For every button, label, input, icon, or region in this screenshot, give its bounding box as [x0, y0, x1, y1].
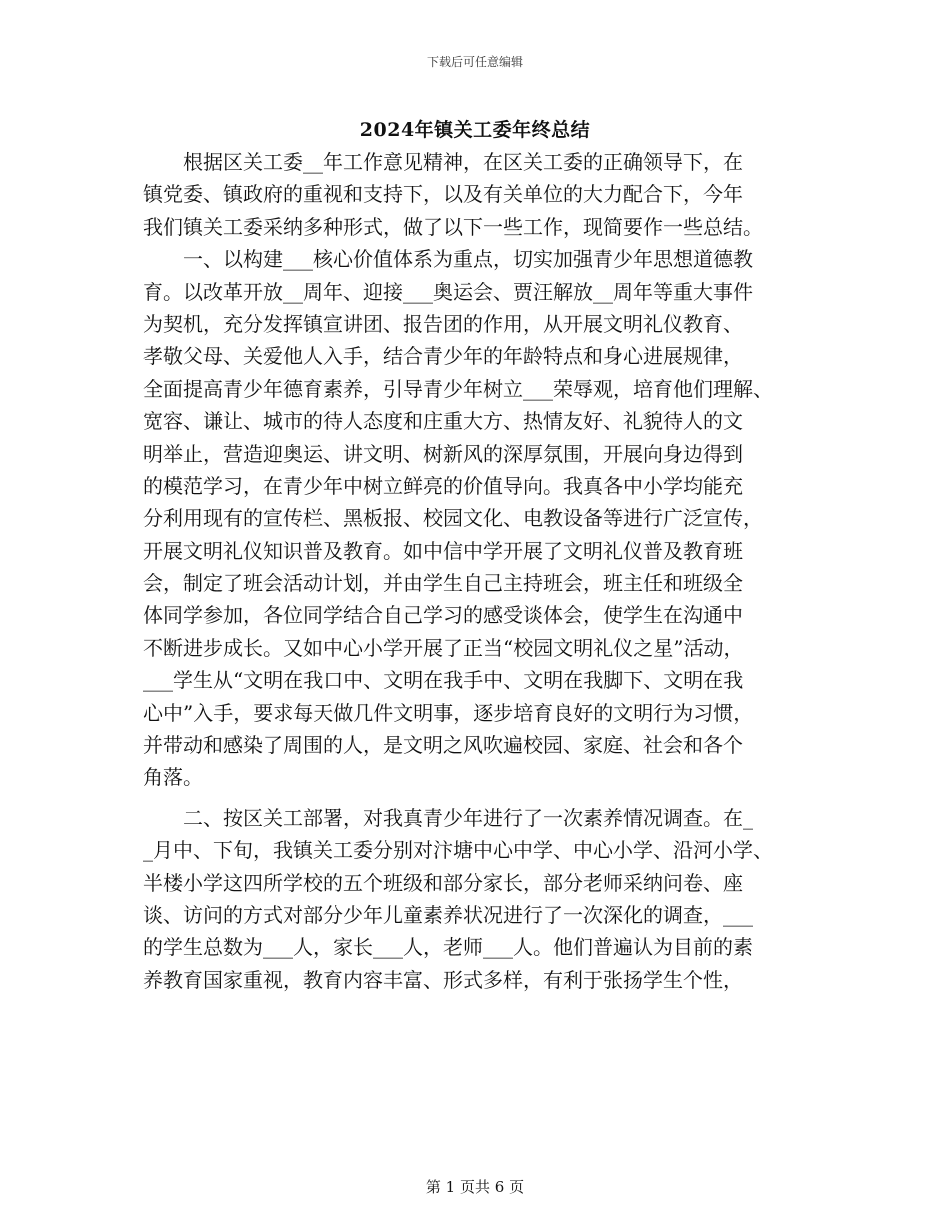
- text-line: 养教育国家重视，教育内容丰富、形式多样，有利于张扬学生个性，: [143, 967, 743, 992]
- text-line: 为契机，充分发挥镇宣讲团、报告团的作用，从开展文明礼仪教育、: [143, 311, 743, 336]
- document-body: [143, 146, 819, 996]
- paragraph: [143, 802, 819, 996]
- text-line: 我们镇关工委采纳多种形式，做了以下一些工作，现简要作一些总结。: [143, 214, 763, 239]
- text-line: 一、以构建___核心价值体系为重点，切实加强青少年思想道德教: [183, 247, 753, 272]
- text-line: 谈、访问的方式对部分少年儿童素养状况进行了一次深化的调查，___: [143, 902, 753, 927]
- paragraph-spacer: [143, 794, 819, 802]
- text-line: _月中、下旬，我镇关工委分别对汴塘中心中学、中心小学、沿河小学、: [143, 838, 773, 863]
- text-line: 角落。: [143, 765, 203, 790]
- text-line: 根据区关工委__年工作意见精神，在区关工委的正确领导下，在: [183, 150, 743, 174]
- text-line: 不断进步成长。又如中心小学开展了正当“校园文明礼仪之星”活动，: [143, 635, 744, 660]
- text-line: 明举止，营造迎奥运、讲文明、树新风的深厚氛围，开展向身边得到: [143, 441, 743, 466]
- text-line: 心中”入手，要求每天做几件文明事，逐步培育良好的文明行为习惯，: [143, 700, 754, 725]
- text-line: 并带动和感染了周围的人，是文明之风吹遍校园、家庭、社会和各个: [143, 733, 743, 758]
- text-line: 分利用现有的宣传栏、黑板报、校园文化、电教设备等进行广泛宣传，: [143, 506, 763, 531]
- text-line: 的学生总数为___人，家长___人，老师___人。他们普遍认为目前的素: [143, 935, 753, 960]
- text-line: 宽容、谦让、城市的待人态度和庄重大方、热情友好、礼貌待人的文: [143, 409, 743, 434]
- document-title: 2024年镇关工委年终总结: [359, 119, 591, 141]
- text-line: 半楼小学这四所学校的五个班级和部分家长，部分老师采纳问卷、座: [143, 870, 743, 895]
- header-note: 下载后可任意编辑: [426, 55, 523, 69]
- text-line: 的模范学习，在青少年中树立鲜亮的价值导向。我真各中小学均能充: [143, 473, 743, 498]
- text-line: 镇党委、镇政府的重视和支持下，以及有关单位的大力配合下，今年: [143, 182, 743, 207]
- text-line: 会，制定了班会活动计划，并由学生自己主持班会，班主任和班级全: [143, 571, 743, 596]
- text-line: ___学生从“文明在我口中、文明在我手中、文明在我脚下、文明在我: [143, 668, 744, 693]
- paragraph: [143, 243, 819, 794]
- text-line: 开展文明礼仪知识普及教育。如中信中学开展了文明礼仪普及教育班: [143, 538, 743, 563]
- text-line: 二、按区关工部署，对我真青少年进行了一次素养情况调查。在_: [183, 805, 753, 830]
- text-line: 体同学参加，各位同学结合自己学习的感受谈体会，使学生在沟通中: [143, 603, 743, 628]
- text-line: 孝敬父母、关爱他人入手，结合青少年的年龄特点和身心进展规律，: [143, 344, 743, 369]
- page-footer: 第 1 页共 6 页: [425, 1178, 525, 1196]
- paragraph: [143, 146, 819, 243]
- text-line: 全面提高青少年德育素养，引导青少年树立___荣辱观，培育他们理解、: [143, 376, 773, 401]
- text-line: 育。以改革开放__周年、迎接___奥运会、贾汪解放__周年等重大事件: [143, 279, 753, 304]
